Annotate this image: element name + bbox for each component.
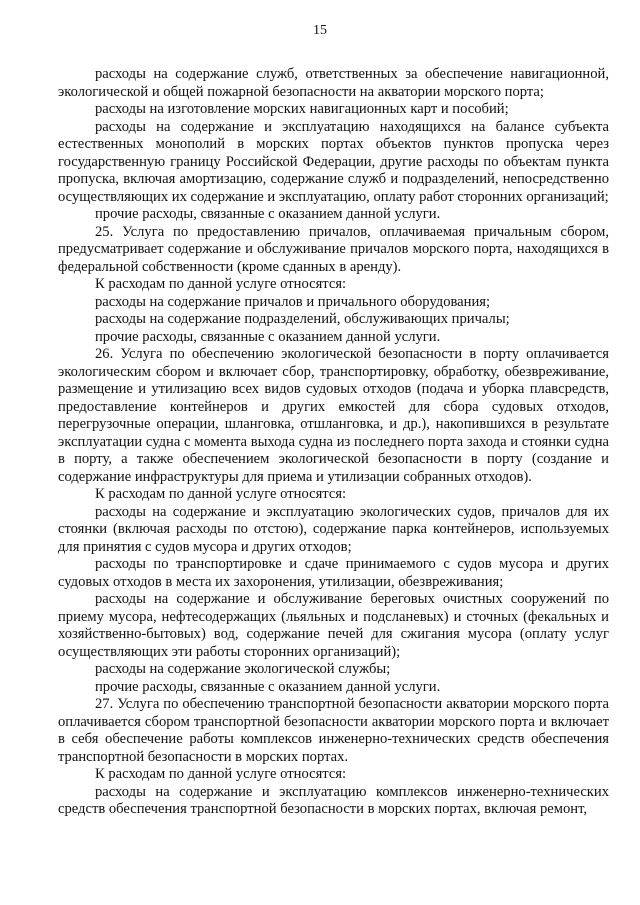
paragraph: прочие расходы, связанные с оказанием данной услуги. bbox=[95, 678, 441, 695]
paragraph: 25. Услуга по предоставлению причалов, оплачиваемая причальным сбором, предусматривает содержание и обслуживание причалов морского порта, находящихся в федеральной собственности (кроме сданных в аренду). bbox=[58, 223, 609, 275]
paragraph: 27. Услуга по обеспечению транспортной безопасности акватории морского порта оплачивается сбором транспортной безопасности акватории морского порта и включает в себя обеспечение работы комплексов инженерно-технических средств обеспечения транспортной безопасности в морских портах. bbox=[58, 696, 609, 765]
paragraph: расходы на изготовление морских навигационных карт и пособий; bbox=[95, 101, 509, 117]
paragraph: К расходам по данной услуге относятся: bbox=[95, 276, 347, 292]
paragraph: расходы на содержание подразделений, обслуживающих причалы; bbox=[95, 311, 510, 327]
paragraph: расходы на содержание причалов и причального оборудования; bbox=[95, 293, 491, 310]
paragraph: прочие расходы, связанные с оказанием данной услуги. bbox=[95, 328, 441, 345]
page-number: 15 bbox=[313, 23, 327, 38]
paragraph: расходы по транспортировке и сдаче принимаемого с судов мусора и других судовых отходов в места их захоронения, утилизации, обезвреживания; bbox=[58, 556, 609, 590]
paragraph: 26. Услуга по обеспечению экологической безопасности в порту оплачивается экологическим сбором и включает сбор, транспортировку, обработку, обезвреживание, размещение и утилизацию всех видов судовых отходов (подача и уборка плавсредств, предоставление контейнеров и других емкостей для сбора судовых отходов, перегрузочные операции, шланговка, отшланговка, и др.), накопившихся в результате эксплуатации судна с момента выхода судна из последнего порта захода и стоянки судна в порту, а также обеспечением экологической безопасности в порту (создание и содержание инфраструктуры для приема и утилизации собранных отходов). bbox=[58, 346, 609, 485]
paragraph: расходы на содержание служб, ответственных за обеспечение навигационной, экологической и общей пожарной безопасности на акватории морского порта; bbox=[58, 66, 609, 100]
paragraph: К расходам по данной услуге относятся: bbox=[95, 766, 347, 782]
paragraph: расходы на содержание и эксплуатацию комплексов инженерно-технических средств обеспечения транспортной безопасности в морских портах, включая ремонт, bbox=[58, 783, 609, 817]
paragraph: расходы на содержание и эксплуатацию находящихся на балансе субъекта естественных монополий в морских портах объектов пунктов пропуска через государственную границу Российской Федерации, другие расходы по объектам пункта пропуска, включая амортизацию, содержание служб и подразделений, непосредственно осуществляющих их содержание и эксплуатацию, оплату работ сторонних организаций; bbox=[58, 118, 609, 205]
document-body bbox=[58, 66, 609, 819]
paragraph: расходы на содержание экологической службы; bbox=[95, 661, 391, 677]
paragraph: прочие расходы, связанные с оказанием данной услуги. bbox=[95, 206, 441, 222]
paragraph: расходы на содержание и обслуживание береговых очистных сооружений по приему мусора, нефтесодержащих (льяльных и подсланевых) и сточных (фекальных и хозяйственно-бытовых) вод, содержание печей для сжигания мусора (оплату услуг осуществляющих эти работы сторонних организаций); bbox=[58, 591, 609, 660]
paragraph: расходы на содержание и эксплуатацию экологических судов, причалов для их стоянки (включая расходы по отстою), содержание парка контейнеров, используемых для принятия с судов мусора и других отходов; bbox=[58, 503, 609, 555]
paragraph: К расходам по данной услуге относятся: bbox=[95, 486, 347, 502]
